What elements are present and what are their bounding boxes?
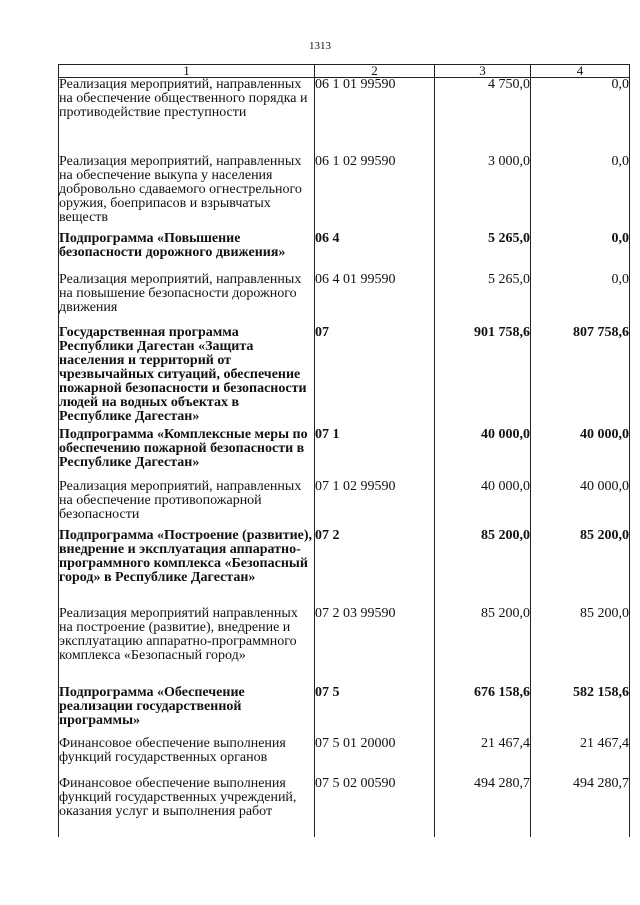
row-name-cell: Реализация мероприятий, направленных на обеспечение общественного порядка и противодействие преступности <box>59 78 315 155</box>
row-name-cell: Подпрограмма «Повышение безопасности дорожного движения» <box>59 232 315 273</box>
row-name-cell: Реализация мероприятий, направленных на повышение безопасности дорожного движения <box>59 273 315 326</box>
row-value-col3: 85 200,0 <box>435 607 531 686</box>
table-row <box>59 777 630 837</box>
row-value-col3: 5 265,0 <box>435 232 531 273</box>
row-value-col4: 582 158,6 <box>531 686 630 737</box>
row-code-cell: 07 1 <box>315 428 435 480</box>
row-name-cell: Подпрограмма «Комплексные меры по обеспечению пожарной безопасности в Республике Дагестан» <box>59 428 315 480</box>
row-name-cell: Реализация мероприятий, направленных на обеспечение выкупа у населения добровольно сдаваемого огнестрельного оружия, боеприпасов и взрывчатых веществ <box>59 155 315 232</box>
page-number: 1313 <box>309 40 331 52</box>
row-value-col4: 40 000,0 <box>531 480 630 529</box>
row-value-col3: 901 758,6 <box>435 326 531 428</box>
row-value-col4: 85 200,0 <box>531 529 630 607</box>
row-code-cell: 06 1 02 99590 <box>315 155 435 232</box>
row-value-col4: 0,0 <box>531 78 630 155</box>
row-value-col4: 21 467,4 <box>531 737 630 777</box>
row-value-col3: 676 158,6 <box>435 686 531 737</box>
row-name-cell: Реализация мероприятий направленных на построение (развитие), внедрение и эксплуатацию аппаратно-программного комплекса «Безопасный город» <box>59 607 315 686</box>
row-value-col4: 40 000,0 <box>531 428 630 480</box>
row-value-col4: 85 200,0 <box>531 607 630 686</box>
table-row <box>59 686 630 737</box>
table-row <box>59 529 630 607</box>
row-name-cell: Подпрограмма «Обеспечение реализации государственной программы» <box>59 686 315 737</box>
table-row <box>59 428 630 480</box>
row-value-col4: 0,0 <box>531 273 630 326</box>
table-row <box>59 480 630 529</box>
table-row <box>59 607 630 686</box>
row-code-cell: 07 2 03 99590 <box>315 607 435 686</box>
table-row <box>59 155 630 232</box>
row-code-cell: 07 5 01 20000 <box>315 737 435 777</box>
table-row <box>59 232 630 273</box>
row-value-col3: 3 000,0 <box>435 155 531 232</box>
row-name-cell: Финансовое обеспечение выполнения функций государственных учреждений, оказания услуг и выполнения работ <box>59 777 315 837</box>
row-value-col3: 494 280,7 <box>435 777 531 837</box>
row-value-col4: 807 758,6 <box>531 326 630 428</box>
table-body <box>59 78 630 837</box>
row-code-cell: 07 5 <box>315 686 435 737</box>
row-value-col4: 0,0 <box>531 155 630 232</box>
header-col-4: 4 <box>531 65 630 78</box>
header-col-1: 1 <box>59 65 315 78</box>
table-row <box>59 737 630 777</box>
row-value-col3: 85 200,0 <box>435 529 531 607</box>
table-header-row <box>59 65 630 78</box>
row-name-cell: Реализация мероприятий, направленных на обеспечение противопожарной безопасности <box>59 480 315 529</box>
row-name-cell: Финансовое обеспечение выполнения функций государственных органов <box>59 737 315 777</box>
row-code-cell: 07 2 <box>315 529 435 607</box>
row-code-cell: 07 <box>315 326 435 428</box>
row-code-cell: 06 4 01 99590 <box>315 273 435 326</box>
row-value-col4: 0,0 <box>531 232 630 273</box>
row-value-col3: 4 750,0 <box>435 78 531 155</box>
row-code-cell: 07 5 02 00590 <box>315 777 435 837</box>
table-row <box>59 326 630 428</box>
header-col-3: 3 <box>435 65 531 78</box>
row-name-cell: Подпрограмма «Построение (развитие), внедрение и эксплуатация аппаратно-программного комплекса «Безопасный город» в Республике Дагестан» <box>59 529 315 607</box>
row-code-cell: 07 1 02 99590 <box>315 480 435 529</box>
budget-table <box>58 64 630 837</box>
row-value-col3: 21 467,4 <box>435 737 531 777</box>
row-value-col3: 40 000,0 <box>435 428 531 480</box>
table-row <box>59 273 630 326</box>
row-code-cell: 06 4 <box>315 232 435 273</box>
table-row <box>59 78 630 155</box>
row-name-cell: Государственная программа Республики Дагестан «Защита населения и территорий от чрезвычайных ситуаций, обеспечение пожарной безопасности и безопасности людей на водных объектах в Республике Дагестан» <box>59 326 315 428</box>
row-value-col3: 5 265,0 <box>435 273 531 326</box>
row-code-cell: 06 1 01 99590 <box>315 78 435 155</box>
header-col-2: 2 <box>315 65 435 78</box>
row-value-col4: 494 280,7 <box>531 777 630 837</box>
row-value-col3: 40 000,0 <box>435 480 531 529</box>
